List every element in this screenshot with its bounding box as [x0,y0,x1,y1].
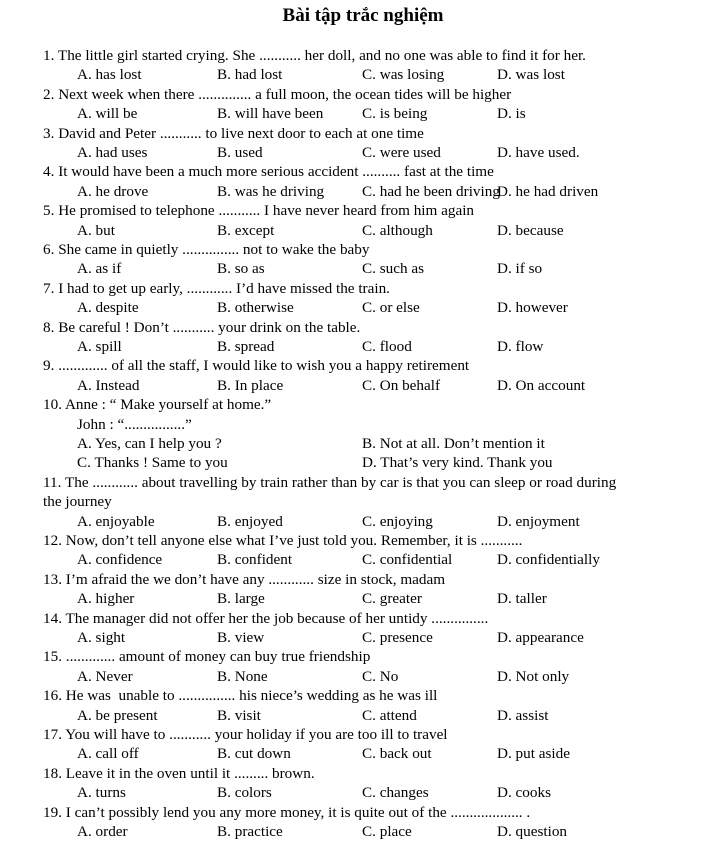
option-b: B. None [217,667,268,685]
option-a: A. enjoyable [77,512,155,530]
question-stem: 1. The little girl started crying. She ........... her doll, and no one was able to find it for her. [43,47,586,64]
question-9 [43,356,683,395]
question-stem: 18. Leave it in the oven until it ......... brown. [43,764,315,782]
question-stem: 12. Now, don’t tell anyone else what I’ve just told you. Remember, it is ........... [43,531,523,549]
question-stem: 9. ............. of all the staff, I would like to wish you a happy retirement [43,357,470,375]
option-c: C. is being [362,105,428,123]
option-a: A. confidence [77,551,163,569]
option-b: B. except [217,221,275,239]
question-stem: 2. Next week when there .............. a full moon, the ocean tides will be higher [43,85,512,103]
answer-options [43,589,683,608]
option-c: C. enjoying [362,512,433,530]
answer-options [43,143,683,162]
option-a: A. has lost [77,66,142,84]
option-d: D. enjoyment [497,512,580,530]
option-b: B. used [217,144,263,161]
question-stem: 13. I’m afraid the we don’t have any ............ size in stock, madam [43,570,446,588]
option-b: B. will have been [217,105,324,123]
option-d: D. taller [497,590,547,608]
question-15 [43,647,683,686]
option-c: C. confidential [362,551,453,569]
option-a: A. turns [77,784,126,802]
answer-options [43,550,683,569]
question-10 [43,395,683,473]
option-a: A. spill [77,337,122,355]
question-stem: 10. Anne : “ Make yourself at home.” [43,396,272,414]
option-c: C. attend [362,706,417,724]
question-19 [43,803,683,842]
answer-options [43,453,683,472]
option-a: A. sight [77,628,126,646]
option-c: C. was losing [362,66,445,84]
option-a: A. he drove [77,182,149,200]
option-c: C. back out [362,745,432,763]
answer-options [43,783,683,802]
option-a: A. Instead [77,376,140,394]
option-c: C. such as [362,260,425,278]
option-d: D. flow [497,337,544,355]
question-12 [43,531,683,570]
answer-options [43,706,683,725]
option-b: B. had lost [217,66,283,84]
option-a: A. as if [77,260,122,278]
question-stem: 6. She came in quietly ............... not to wake the baby [43,240,370,258]
option-c: C. changes [362,784,429,802]
option-a: A. be present [77,706,158,724]
option-d: D. because [497,221,564,239]
answer-options [43,65,683,84]
option-a: A. order [77,822,128,840]
option-d: D. appearance [497,628,584,646]
option-d: D. if so [497,260,543,278]
question-7 [43,279,683,318]
option-d: D. Not only [497,667,570,685]
option-c: C. On behalf [362,376,441,394]
option-d: D. That’s very kind. Thank you [362,454,553,472]
question-stem: 16. He was unable to ............... his niece’s wedding as he was ill [43,687,438,705]
question-stem: 8. Be careful ! Don’t ........... your drink on the table. [43,318,361,336]
option-a: A. despite [77,299,139,317]
question-stem: 7. I had to get up early, ............ I’d have missed the train. [43,279,390,297]
option-d: D. confidentially [497,551,600,569]
answer-options [43,376,683,395]
question-stem: 4. It would have been a much more serious accident .......... fast at the time [43,163,494,181]
option-c: C. No [362,667,399,685]
question-stem: 14. The manager did not offer her the job because of her untidy ............... [43,609,489,627]
option-d: D. put aside [497,745,570,763]
option-a: A. higher [77,590,135,608]
option-d: D. cooks [497,784,551,802]
option-b: B. colors [217,784,272,802]
option-b: B. confident [217,551,293,569]
option-c: C. greater [362,590,422,608]
option-d: D. question [497,822,568,840]
question-17 [43,725,683,764]
question-18 [43,764,683,803]
option-c: C. or else [362,299,420,317]
option-a: A. Yes, can I help you ? [77,434,222,452]
answer-options [43,221,683,240]
question-stem: 3. David and Peter ........... to live next door to each at one time [43,124,424,142]
dialogue-reply: John : “................” [77,415,192,433]
question-16 [43,686,683,725]
option-b: B. In place [217,376,284,394]
option-b: B. Not at all. Don’t mention it [362,434,545,452]
question-6 [43,240,683,279]
answer-options [43,104,683,123]
answer-options [43,667,683,686]
question-3 [43,124,683,163]
option-a: A. but [77,221,115,239]
option-a: A. Never [77,667,133,685]
answer-options [43,182,683,201]
option-c: C. flood [362,337,412,355]
option-b: B. visit [217,706,261,724]
option-b: B. so as [217,260,265,278]
option-a: A. call off [77,745,139,763]
page-title: Bài tập trắc nghiệm [282,5,444,26]
option-b: B. cut down [217,745,291,763]
question-stem: 15. ............. amount of money can buy true friendship [43,648,371,666]
answer-options [43,744,683,763]
option-d: D. assist [497,706,549,724]
question-13 [43,570,683,609]
question-stem: 19. I can’t possibly lend you any more money, it is quite out of the ................... . [43,803,531,821]
answer-options [43,822,683,841]
answer-options [43,628,683,647]
option-a: A. had uses [77,144,148,161]
option-c: C. were used [362,144,441,161]
option-d: D. On account [497,376,586,394]
option-b: B. large [217,590,265,608]
option-d: D. is [497,105,526,123]
option-c: C. had he been driving [362,182,500,200]
question-2 [43,85,683,124]
question-stem: 11. The ............ about travelling by train rather than by car is that you can sleep or road during [43,473,617,491]
question-stem: 5. He promised to telephone ........... I have never heard from him again [43,202,475,220]
option-d: D. have used. [497,144,580,161]
option-c: C. place [362,822,412,840]
option-c: C. although [362,221,433,239]
option-b: B. practice [217,822,283,840]
option-d: D. however [497,299,568,317]
answer-options [43,337,683,356]
question-4 [43,162,683,201]
answer-options [43,434,683,453]
question-list [43,46,683,841]
question-14 [43,609,683,648]
answer-options [43,512,683,531]
option-b: B. view [217,628,265,646]
option-b: B. otherwise [217,299,294,317]
question-stem: 17. You will have to ........... your holiday if you are too ill to travel [43,725,448,743]
option-d: D. he had driven [497,182,599,200]
option-b: B. spread [217,337,275,355]
option-d: D. was lost [497,66,565,84]
option-b: B. was he driving [217,182,325,200]
question-1 [43,46,683,85]
question-11 [43,473,683,531]
question-5 [43,201,683,240]
option-c: C. Thanks ! Same to you [77,454,228,472]
option-c: C. presence [362,628,433,646]
option-b: B. enjoyed [217,512,283,530]
question-stem-continued: the journey [43,493,112,511]
answer-options [43,298,683,317]
answer-options [43,259,683,278]
question-8 [43,318,683,357]
option-a: A. will be [77,105,138,123]
